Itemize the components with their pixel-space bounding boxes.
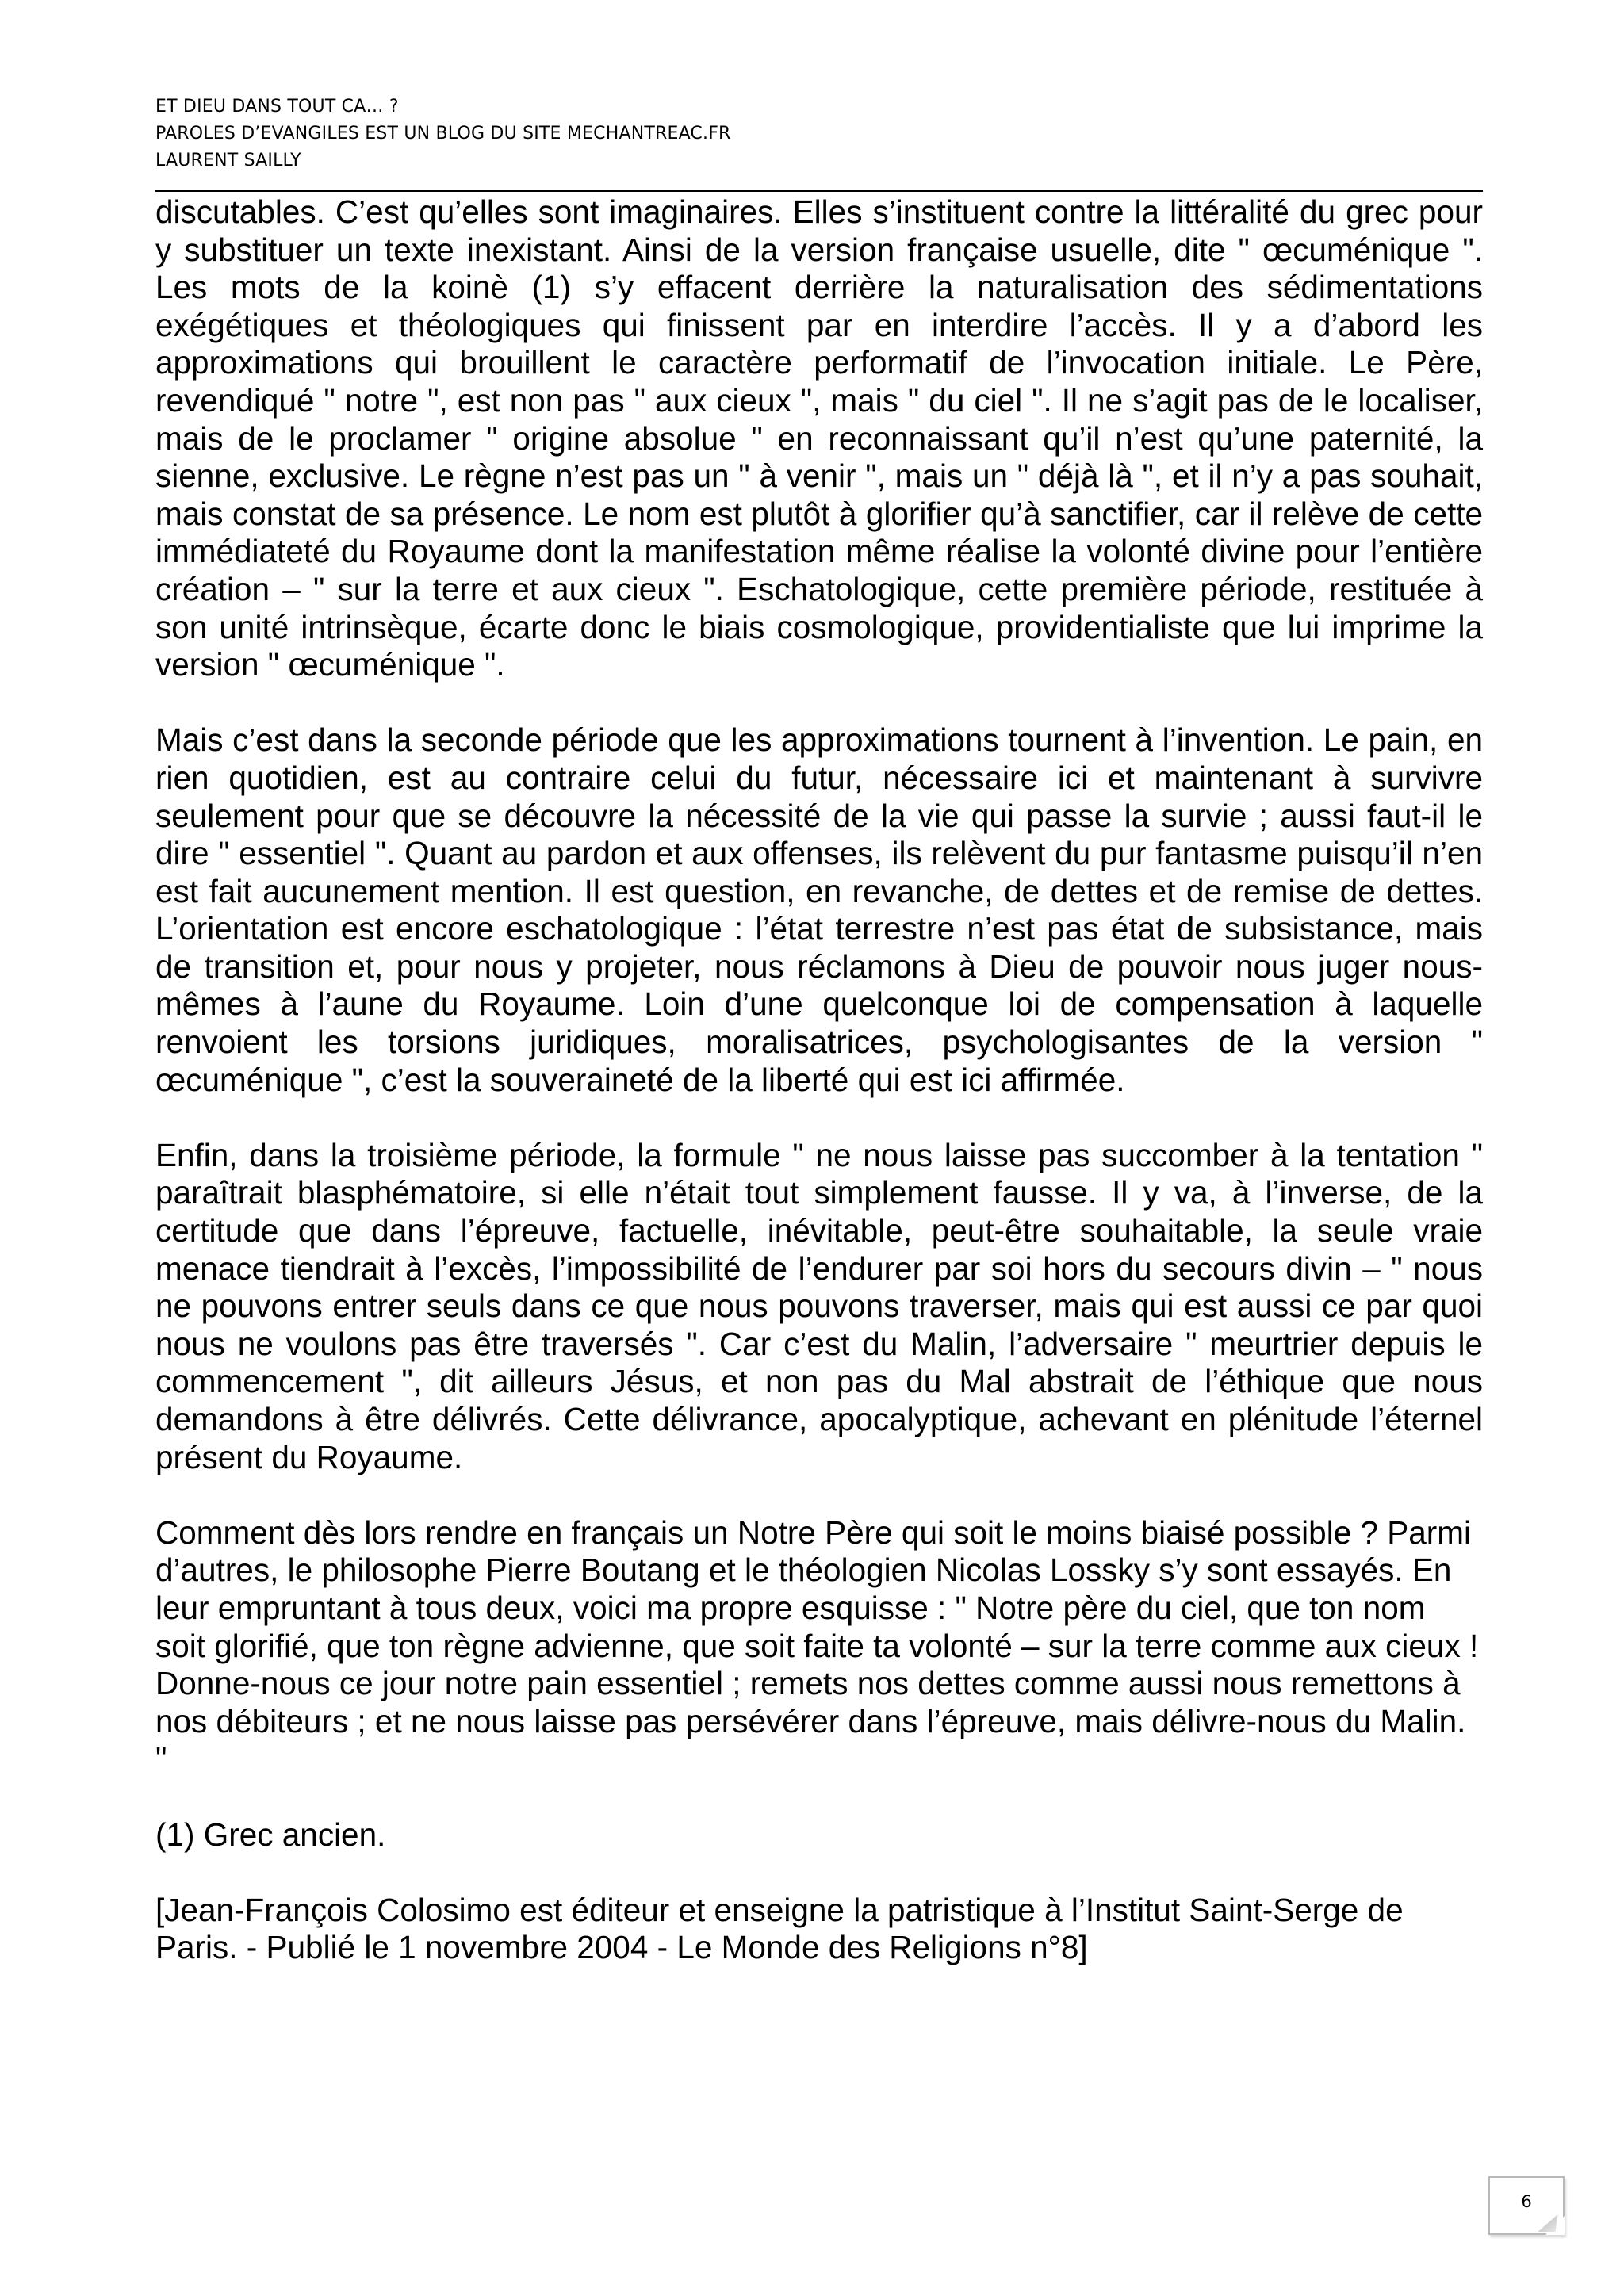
header-author: LAURENT SAILLY (155, 151, 301, 170)
page-number: 6 (1521, 2192, 1532, 2211)
header-site-info: PAROLES D’EVANGILES EST UN BLOG DU SITE MECHANTREAC.FR (155, 124, 731, 144)
footnote: (1) Grec ancien. (155, 1816, 386, 1853)
paragraph-second-period: Mais c’est dans la seconde période que les approximations tournent à l’invention. Le pain, en rien quotidien, est au contraire celui du futur, nécessaire ici et maintenant à survivre seulement pour que se découvre la nécessité de la vie qui passe la survie ; aussi faut-il le dire " essentiel ". Quant au pardon et aux offenses, ils relèvent du pur fantasme puisqu’il n’en est fait aucunement mention. Il est question, en revanche, de dettes et de remise de dettes. L’orientation est encore eschatologique : l’état terrestre n’est pas état de subsistance, mais de transition et, pour nous y projeter, nous réclamons à Dieu de pouvoir nous juger nous-mêmes à l’aune du Royaume. Loin d’une quelconque loi de compensation à laquelle renvoient les torsions juridiques, moralisatrices, psychologisantes de la version " œcuménique ", c’est la souveraineté de la liberté qui est ici affirmée. (155, 721, 1483, 1098)
header-divider (155, 190, 1483, 192)
header-blog-title: ET DIEU DANS TOUT CA… ? (155, 97, 399, 117)
source-credit: [Jean-François Colosimo est éditeur et enseigne la patristique à l’Institut Saint-Serge de Paris. - Publié le 1 novembre 2004 - Le Monde des Religions n°8] (155, 1891, 1404, 1966)
page-header (155, 94, 1483, 174)
page-fold-icon (1538, 2214, 1557, 2232)
page-number-box (1488, 2176, 1565, 2235)
paragraph-third-period: Enfin, dans la troisième période, la formule " ne nous laisse pas succomber à la tentation " paraîtrait blasphématoire, si elle n’était tout simplement fausse. Il y va, à l’inverse, de la certitude que dans l’épreuve, factuelle, inévitable, peut-être souhaitable, la seule vraie menace tiendrait à l’excès, l’impossibilité de l’endurer par soi hors du secours divin – " nous ne pouvons entrer seuls dans ce que nous pouvons traverser, mais qui est aussi ce par quoi nous ne voulons pas être traversés ". Car c’est du Malin, l’adversaire " meurtrier depuis le commencement ", dit ailleurs Jésus, et non pas du Mal abstrait de l’éthique que nous demandons à être délivrés. Cette délivrance, apocalyptique, achevant en plénitude l’éternel présent du Royaume. (155, 1136, 1483, 1475)
paragraph-translation: Comment dès lors rendre en français un Notre Père qui soit le moins biaisé possible ? Parmi d’autres, le philosophe Pierre Boutang et le théologien Nicolas Lossky s’y sont essayés. En leur empruntant à tous deux, voici ma propre esquisse : " Notre père du ciel, que ton nom soit glorifié, que ton règne advienne, que soit faite ta volonté – sur la terre comme aux cieux ! Donne-nous ce jour notre pain essentiel ; remets nos dettes comme aussi nous remettons à nos débiteurs ; et ne nous laisse pas persévérer dans l’épreuve, mais délivre-nous du Malin. " (155, 1513, 1479, 1777)
paragraph-first-period: discutables. C’est qu’elles sont imaginaires. Elles s’instituent contre la littéralité du grec pour y substituer un texte inexistant. Ainsi de la version française usuelle, dite " œcuménique ". Les mots de la koinè (1) s’y effacent derrière la naturalisation des sédimentations exégétiques et théologiques qui finissent par en interdire l’accès. Il y a d’abord les approximations qui brouillent le caractère performatif de l’invocation initiale. Le Père, revendiqué " notre ", est non pas " aux cieux ", mais " du ciel ". Il ne s’agit pas de le localiser, mais de le proclamer " origine absolue " en reconnaissant qu’il n’est qu’une paternité, la sienne, exclusive. Le règne n’est pas un " à venir ", mais un " déjà là ", et il n’y a pas souhait, mais constat de sa présence. Le nom est plutôt à glorifier qu’à sanctifier, car il relève de cette immédiateté du Royaume dont la manifestation même réalise la volonté divine pour l’entière création – " sur la terre et aux cieux ". Eschatologique, cette première période, restituée à son unité intrinsèque, écarte donc le biais cosmologique, providentialiste que lui imprime la version " œcuménique ". (155, 193, 1483, 683)
article-body (155, 193, 1483, 2005)
